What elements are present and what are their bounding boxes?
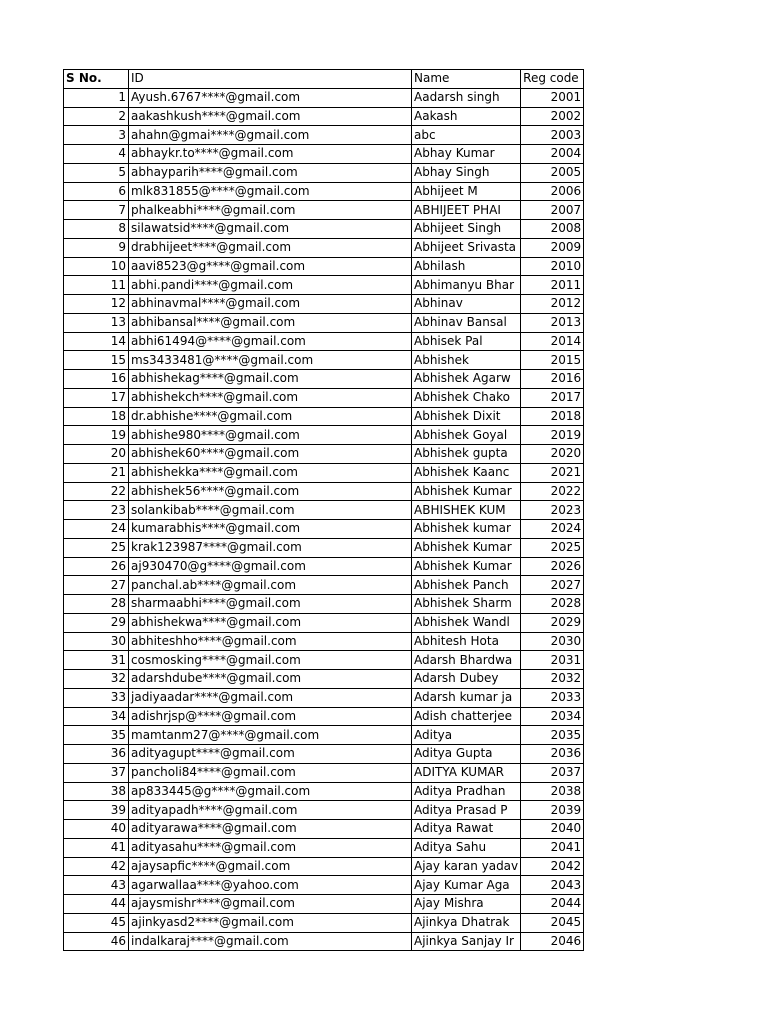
cell-reg-code[interactable]: 2018: [521, 407, 584, 426]
cell-reg-code[interactable]: 2034: [521, 707, 584, 726]
cell-id[interactable]: ajaysmishr****@gmail.com: [129, 895, 412, 914]
cell-sno[interactable]: 26: [64, 557, 129, 576]
cell-id[interactable]: pancholi84****@gmail.com: [129, 763, 412, 782]
cell-sno[interactable]: 45: [64, 913, 129, 932]
table-row: [64, 782, 584, 801]
cell-name[interactable]: Abhijeet Singh: [412, 220, 521, 239]
cell-id[interactable]: abhishekka****@gmail.com: [129, 463, 412, 482]
table-row: [64, 538, 584, 557]
cell-reg-code[interactable]: 2004: [521, 145, 584, 164]
cell-name[interactable]: Abhishek Panch: [412, 576, 521, 595]
cell-id[interactable]: abhishe980****@gmail.com: [129, 426, 412, 445]
cell-name[interactable]: Ajinkya Dhatrak: [412, 913, 521, 932]
cell-sno[interactable]: 46: [64, 932, 129, 951]
cell-sno[interactable]: 35: [64, 726, 129, 745]
cell-name[interactable]: Ajay karan yadav: [412, 857, 521, 876]
cell-reg-code[interactable]: 2038: [521, 782, 584, 801]
cell-id[interactable]: ahahn@gmai****@gmail.com: [129, 126, 412, 145]
cell-name[interactable]: Abhijeet Srivasta: [412, 238, 521, 257]
spreadsheet-table: [63, 69, 584, 951]
cell-name[interactable]: Aditya Prasad P: [412, 801, 521, 820]
cell-name[interactable]: Aditya Gupta: [412, 745, 521, 764]
cell-reg-code[interactable]: 2029: [521, 613, 584, 632]
cell-id[interactable]: jadiyaadar****@gmail.com: [129, 688, 412, 707]
cell-sno[interactable]: 40: [64, 820, 129, 839]
cell-reg-code[interactable]: 2023: [521, 501, 584, 520]
cell-id[interactable]: mamtanm27@****@gmail.com: [129, 726, 412, 745]
cell-name[interactable]: Abhishek Chako: [412, 388, 521, 407]
cell-reg-code[interactable]: 2021: [521, 463, 584, 482]
cell-sno[interactable]: 1: [64, 88, 129, 107]
cell-name[interactable]: Abhinav: [412, 295, 521, 314]
table-row: [64, 763, 584, 782]
cell-reg-code[interactable]: 2016: [521, 370, 584, 389]
cell-id[interactable]: abhishek60****@gmail.com: [129, 445, 412, 464]
cell-sno[interactable]: 9: [64, 238, 129, 257]
cell-reg-code[interactable]: 2031: [521, 651, 584, 670]
table-row: [64, 482, 584, 501]
cell-reg-code[interactable]: 2014: [521, 332, 584, 351]
cell-id[interactable]: adityapadh****@gmail.com: [129, 801, 412, 820]
cell-sno[interactable]: 11: [64, 276, 129, 295]
header-row: [64, 70, 584, 89]
cell-sno[interactable]: 16: [64, 370, 129, 389]
cell-sno[interactable]: 20: [64, 445, 129, 464]
cell-id[interactable]: abhi61494@****@gmail.com: [129, 332, 412, 351]
cell-reg-code[interactable]: 2010: [521, 257, 584, 276]
cell-name[interactable]: abc: [412, 126, 521, 145]
cell-reg-code[interactable]: 2008: [521, 220, 584, 239]
cell-id[interactable]: abhayparih****@gmail.com: [129, 163, 412, 182]
cell-sno[interactable]: 18: [64, 407, 129, 426]
cell-name[interactable]: Abhay Kumar: [412, 145, 521, 164]
table-row: [64, 88, 584, 107]
cell-reg-code[interactable]: 2035: [521, 726, 584, 745]
cell-reg-code[interactable]: 2015: [521, 351, 584, 370]
cell-id[interactable]: adityarawa****@gmail.com: [129, 820, 412, 839]
table-row: [64, 313, 584, 332]
table-row: [64, 632, 584, 651]
cell-reg-code[interactable]: 2009: [521, 238, 584, 257]
cell-sno[interactable]: 23: [64, 501, 129, 520]
cell-id[interactable]: sharmaabhi****@gmail.com: [129, 595, 412, 614]
cell-reg-code[interactable]: 2043: [521, 876, 584, 895]
table-row: [64, 163, 584, 182]
cell-reg-code[interactable]: 2006: [521, 182, 584, 201]
cell-name[interactable]: Abhijeet M: [412, 182, 521, 201]
cell-id[interactable]: dr.abhishe****@gmail.com: [129, 407, 412, 426]
cell-reg-code[interactable]: 2019: [521, 426, 584, 445]
cell-reg-code[interactable]: 2017: [521, 388, 584, 407]
cell-id[interactable]: panchal.ab****@gmail.com: [129, 576, 412, 595]
table-row: [64, 520, 584, 539]
cell-sno[interactable]: 17: [64, 388, 129, 407]
cell-id[interactable]: abhi.pandi****@gmail.com: [129, 276, 412, 295]
cell-reg-code[interactable]: 2011: [521, 276, 584, 295]
cell-sno[interactable]: 6: [64, 182, 129, 201]
header-name[interactable]: Name: [412, 70, 521, 89]
cell-sno[interactable]: 31: [64, 651, 129, 670]
cell-id[interactable]: adarshdube****@gmail.com: [129, 670, 412, 689]
cell-name[interactable]: Abhishek Kumar: [412, 557, 521, 576]
cell-name[interactable]: Aditya Sahu: [412, 838, 521, 857]
cell-name[interactable]: Abhishek Kumar: [412, 538, 521, 557]
cell-name[interactable]: ABHISHEK KUM: [412, 501, 521, 520]
cell-sno[interactable]: 27: [64, 576, 129, 595]
cell-name[interactable]: ADITYA KUMAR: [412, 763, 521, 782]
cell-reg-code[interactable]: 2046: [521, 932, 584, 951]
table-row: [64, 295, 584, 314]
cell-sno[interactable]: 44: [64, 895, 129, 914]
cell-sno[interactable]: 42: [64, 857, 129, 876]
cell-reg-code[interactable]: 2022: [521, 482, 584, 501]
cell-name[interactable]: Abhilash: [412, 257, 521, 276]
cell-id[interactable]: cosmosking****@gmail.com: [129, 651, 412, 670]
cell-reg-code[interactable]: 2024: [521, 520, 584, 539]
cell-name[interactable]: ABHIJEET PHAI: [412, 201, 521, 220]
cell-name[interactable]: Abhimanyu Bhar: [412, 276, 521, 295]
cell-reg-code[interactable]: 2044: [521, 895, 584, 914]
table-row: [64, 501, 584, 520]
cell-id[interactable]: abhishekag****@gmail.com: [129, 370, 412, 389]
table-row: [64, 351, 584, 370]
cell-sno[interactable]: 10: [64, 257, 129, 276]
table-row: [64, 445, 584, 464]
cell-reg-code[interactable]: 2003: [521, 126, 584, 145]
cell-name[interactable]: Abhishek Wandl: [412, 613, 521, 632]
cell-id[interactable]: abhishekch****@gmail.com: [129, 388, 412, 407]
cell-name[interactable]: Abhishek Sharm: [412, 595, 521, 614]
cell-reg-code[interactable]: 2036: [521, 745, 584, 764]
table-row: [64, 820, 584, 839]
cell-id[interactable]: mlk831855@****@gmail.com: [129, 182, 412, 201]
table-row: [64, 426, 584, 445]
cell-name[interactable]: Aadarsh singh: [412, 88, 521, 107]
header-id[interactable]: ID: [129, 70, 412, 89]
table-row: [64, 707, 584, 726]
cell-id[interactable]: Ayush.6767****@gmail.com: [129, 88, 412, 107]
cell-name[interactable]: Aditya Pradhan: [412, 782, 521, 801]
cell-id[interactable]: solankibab****@gmail.com: [129, 501, 412, 520]
cell-reg-code[interactable]: 2013: [521, 313, 584, 332]
cell-reg-code[interactable]: 2037: [521, 763, 584, 782]
cell-sno[interactable]: 36: [64, 745, 129, 764]
cell-reg-code[interactable]: 2039: [521, 801, 584, 820]
cell-name[interactable]: Abhishek Agarw: [412, 370, 521, 389]
cell-id[interactable]: indalkaraj****@gmail.com: [129, 932, 412, 951]
cell-name[interactable]: Adarsh Dubey: [412, 670, 521, 689]
cell-sno[interactable]: 8: [64, 220, 129, 239]
cell-id[interactable]: ajinkyasd2****@gmail.com: [129, 913, 412, 932]
cell-sno[interactable]: 34: [64, 707, 129, 726]
cell-id[interactable]: abhaykr.to****@gmail.com: [129, 145, 412, 164]
cell-name[interactable]: Abhinav Bansal: [412, 313, 521, 332]
cell-reg-code[interactable]: 2040: [521, 820, 584, 839]
cell-id[interactable]: abhiteshho****@gmail.com: [129, 632, 412, 651]
cell-reg-code[interactable]: 2041: [521, 838, 584, 857]
cell-id[interactable]: aavi8523@g****@gmail.com: [129, 257, 412, 276]
cell-sno[interactable]: 43: [64, 876, 129, 895]
table-row: [64, 913, 584, 932]
cell-name[interactable]: Abhisek Pal: [412, 332, 521, 351]
cell-reg-code[interactable]: 2028: [521, 595, 584, 614]
cell-id[interactable]: abhishek56****@gmail.com: [129, 482, 412, 501]
cell-reg-code[interactable]: 2005: [521, 163, 584, 182]
cell-name[interactable]: Aditya: [412, 726, 521, 745]
header-reg-code[interactable]: Reg code: [521, 70, 584, 89]
cell-id[interactable]: ap833445@g****@gmail.com: [129, 782, 412, 801]
cell-reg-code[interactable]: 2033: [521, 688, 584, 707]
cell-id[interactable]: aj930470@g****@gmail.com: [129, 557, 412, 576]
cell-sno[interactable]: 7: [64, 201, 129, 220]
table-row: [64, 276, 584, 295]
cell-id[interactable]: abhishekwa****@gmail.com: [129, 613, 412, 632]
cell-reg-code[interactable]: 2012: [521, 295, 584, 314]
table-row: [64, 801, 584, 820]
cell-name[interactable]: Abhay Singh: [412, 163, 521, 182]
table-row: [64, 107, 584, 126]
cell-name[interactable]: Abhitesh Hota: [412, 632, 521, 651]
cell-reg-code[interactable]: 2030: [521, 632, 584, 651]
cell-sno[interactable]: 3: [64, 126, 129, 145]
table-row: [64, 238, 584, 257]
table-row: [64, 651, 584, 670]
cell-id[interactable]: abhibansal****@gmail.com: [129, 313, 412, 332]
cell-reg-code[interactable]: 2032: [521, 670, 584, 689]
table-row: [64, 257, 584, 276]
cell-id[interactable]: krak123987****@gmail.com: [129, 538, 412, 557]
cell-sno[interactable]: 38: [64, 782, 129, 801]
cell-reg-code[interactable]: 2025: [521, 538, 584, 557]
table-row: [64, 145, 584, 164]
table-row: [64, 463, 584, 482]
cell-id[interactable]: ajaysapfic****@gmail.com: [129, 857, 412, 876]
table-row: [64, 557, 584, 576]
cell-id[interactable]: kumarabhis****@gmail.com: [129, 520, 412, 539]
cell-id[interactable]: drabhijeet****@gmail.com: [129, 238, 412, 257]
cell-name[interactable]: Adarsh Bhardwa: [412, 651, 521, 670]
cell-name[interactable]: Abhishek kumar: [412, 520, 521, 539]
cell-id[interactable]: adityagupt****@gmail.com: [129, 745, 412, 764]
table-row: [64, 838, 584, 857]
cell-id[interactable]: agarwallaa****@yahoo.com: [129, 876, 412, 895]
table-row: [64, 895, 584, 914]
cell-sno[interactable]: 30: [64, 632, 129, 651]
cell-reg-code[interactable]: 2027: [521, 576, 584, 595]
cell-sno[interactable]: 13: [64, 313, 129, 332]
cell-sno[interactable]: 22: [64, 482, 129, 501]
table-row: [64, 576, 584, 595]
cell-sno[interactable]: 15: [64, 351, 129, 370]
cell-name[interactable]: Adish chatterjee: [412, 707, 521, 726]
cell-sno[interactable]: 24: [64, 520, 129, 539]
cell-id[interactable]: silawatsid****@gmail.com: [129, 220, 412, 239]
cell-sno[interactable]: 32: [64, 670, 129, 689]
table-row: [64, 332, 584, 351]
cell-name[interactable]: Ajay Kumar Aga: [412, 876, 521, 895]
cell-reg-code[interactable]: 2001: [521, 88, 584, 107]
cell-id[interactable]: adityasahu****@gmail.com: [129, 838, 412, 857]
table-row: [64, 857, 584, 876]
cell-id[interactable]: phalkeabhi****@gmail.com: [129, 201, 412, 220]
cell-name[interactable]: Abhishek Kaanc: [412, 463, 521, 482]
cell-sno[interactable]: 21: [64, 463, 129, 482]
cell-reg-code[interactable]: 2007: [521, 201, 584, 220]
table-row: [64, 876, 584, 895]
table-row: [64, 370, 584, 389]
cell-sno[interactable]: 28: [64, 595, 129, 614]
table-row: [64, 220, 584, 239]
cell-name[interactable]: Ajinkya Sanjay Ir: [412, 932, 521, 951]
table-row: [64, 407, 584, 426]
cell-sno[interactable]: 39: [64, 801, 129, 820]
cell-sno[interactable]: 41: [64, 838, 129, 857]
cell-sno[interactable]: 33: [64, 688, 129, 707]
table-row: [64, 670, 584, 689]
cell-reg-code[interactable]: 2002: [521, 107, 584, 126]
cell-name[interactable]: Ajay Mishra: [412, 895, 521, 914]
cell-id[interactable]: abhinavmal****@gmail.com: [129, 295, 412, 314]
table-row: [64, 126, 584, 145]
cell-sno[interactable]: 19: [64, 426, 129, 445]
cell-reg-code[interactable]: 2045: [521, 913, 584, 932]
cell-sno[interactable]: 2: [64, 107, 129, 126]
table-row: [64, 182, 584, 201]
cell-sno[interactable]: 25: [64, 538, 129, 557]
table-row: [64, 613, 584, 632]
cell-name[interactable]: Abhishek gupta: [412, 445, 521, 464]
cell-reg-code[interactable]: 2026: [521, 557, 584, 576]
table-row: [64, 388, 584, 407]
cell-name[interactable]: Abhishek: [412, 351, 521, 370]
cell-id[interactable]: adishrjsp@****@gmail.com: [129, 707, 412, 726]
cell-name[interactable]: Abhishek Dixit: [412, 407, 521, 426]
cell-name[interactable]: Abhishek Kumar: [412, 482, 521, 501]
cell-id[interactable]: aakashkush****@gmail.com: [129, 107, 412, 126]
cell-sno[interactable]: 29: [64, 613, 129, 632]
cell-id[interactable]: ms3433481@****@gmail.com: [129, 351, 412, 370]
table-row: [64, 726, 584, 745]
cell-reg-code[interactable]: 2042: [521, 857, 584, 876]
cell-sno[interactable]: 4: [64, 145, 129, 164]
header-sno[interactable]: S No.: [64, 70, 129, 89]
table-row: [64, 595, 584, 614]
cell-sno[interactable]: 37: [64, 763, 129, 782]
table-row: [64, 932, 584, 951]
table-row: [64, 745, 584, 764]
cell-name[interactable]: Aakash: [412, 107, 521, 126]
cell-name[interactable]: Abhishek Goyal: [412, 426, 521, 445]
cell-sno[interactable]: 5: [64, 163, 129, 182]
table-row: [64, 688, 584, 707]
cell-reg-code[interactable]: 2020: [521, 445, 584, 464]
cell-name[interactable]: Aditya Rawat: [412, 820, 521, 839]
table-row: [64, 201, 584, 220]
cell-name[interactable]: Adarsh kumar ja: [412, 688, 521, 707]
cell-sno[interactable]: 12: [64, 295, 129, 314]
cell-sno[interactable]: 14: [64, 332, 129, 351]
